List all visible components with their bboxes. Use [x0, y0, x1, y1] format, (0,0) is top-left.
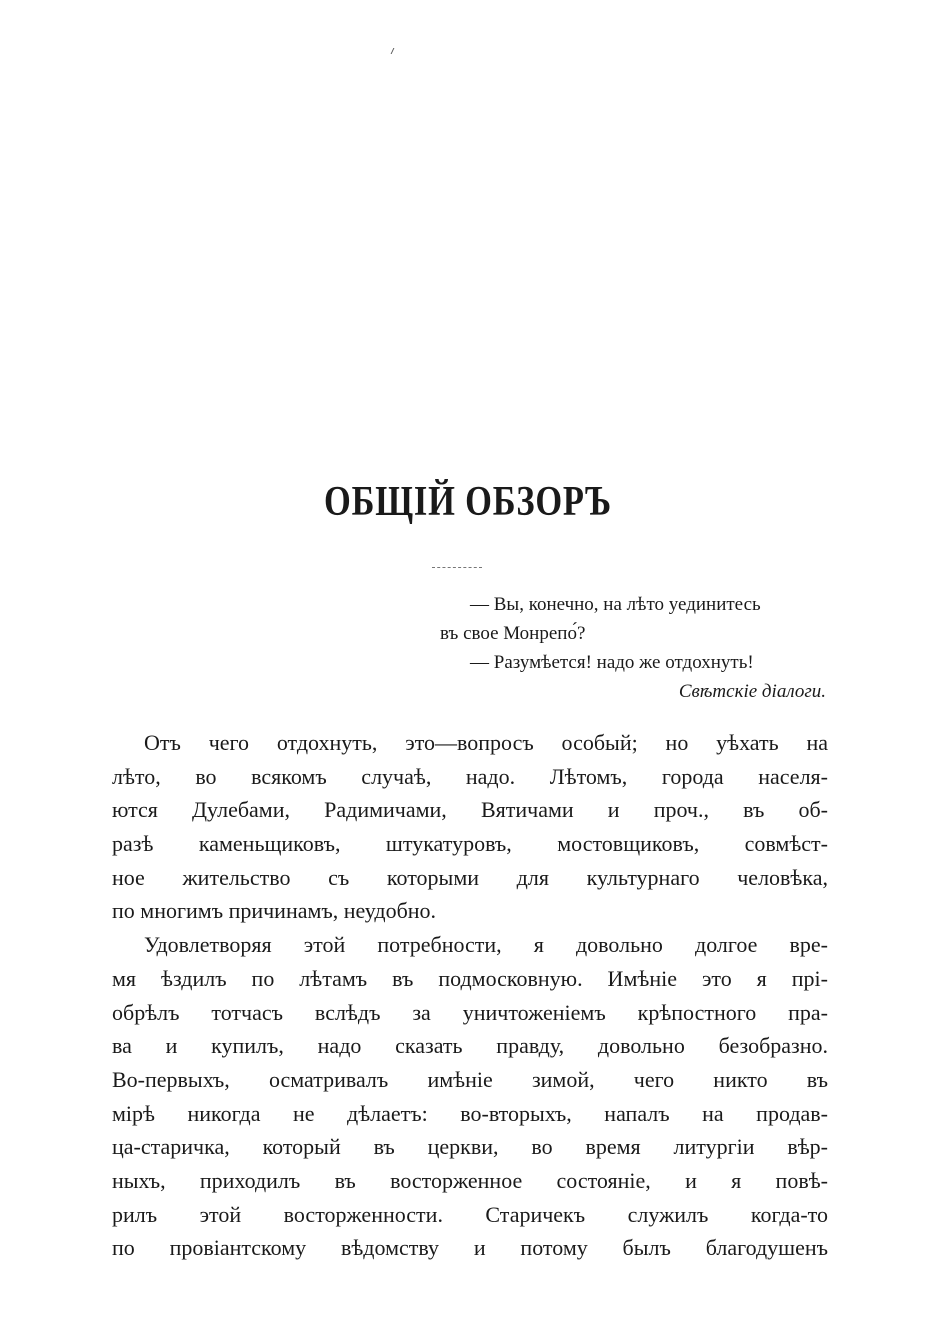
text-line: разѣ каменьщиковъ, штукатуровъ, мостовщиковъ, совмѣст- — [112, 831, 828, 857]
text-line: по многимъ причинамъ, неудобно. — [112, 898, 437, 924]
text-line: по провіантскому вѣдомству и потому былъ благодушенъ — [112, 1235, 828, 1261]
body-text — [112, 726, 828, 1265]
epigraph-line-3: — Разумѣется! надо же отдохнуть! — [470, 652, 754, 673]
text-line: ное жительство съ которыми для культурнаго человѣка, — [112, 864, 828, 890]
text-line: ныхъ, приходилъ въ восторженное состояніе, и я повѣ- — [112, 1167, 828, 1193]
text-line: ца-старичка, который въ церкви, во время литургіи вѣр- — [112, 1134, 828, 1160]
epigraph — [440, 590, 826, 706]
epigraph-line-2: въ свое Монрепо́? — [440, 623, 586, 644]
title-rule — [432, 567, 482, 568]
text-line: ва и купилъ, надо сказать правду, довольно безобразно. — [112, 1033, 828, 1059]
text-line: мірѣ никогда не дѣлаетъ: во-вторыхъ, напалъ на продав- — [112, 1100, 828, 1126]
paragraph-2 — [112, 928, 828, 1265]
ink-speck — [391, 48, 398, 54]
text-line: обрѣлъ тотчасъ вслѣдъ за уничтоженіемъ крѣпостного пра- — [112, 999, 828, 1025]
chapter-title: ОБЩІЙ ОБЗОРЪ — [324, 479, 612, 525]
text-line: Удовлетворяя этой потребности, я довольно долгое вре- — [144, 932, 828, 958]
text-line: Отъ чего отдохнуть, это—вопросъ особый; но уѣхать на — [144, 730, 828, 755]
text-line: Во-первыхъ, осматривалъ имѣніе зимой, чего никто въ — [112, 1066, 828, 1092]
paragraph-1 — [112, 726, 828, 928]
text-line: лѣто, во всякомъ случаѣ, надо. Лѣтомъ, города населя- — [112, 763, 828, 789]
epigraph-source: Свѣтскіе діалоги. — [678, 681, 826, 702]
text-line: ются Дулебами, Радимичами, Вятичами и проч., въ об- — [112, 797, 828, 823]
epigraph-line-1: — Вы, конечно, на лѣто уединитесь — [470, 594, 761, 615]
text-line: мя ѣздилъ по лѣтамъ въ подмосковную. Имѣніе это я прі- — [112, 965, 828, 991]
text-line: рилъ этой восторженности. Старичекъ служилъ когда-то — [112, 1201, 828, 1227]
